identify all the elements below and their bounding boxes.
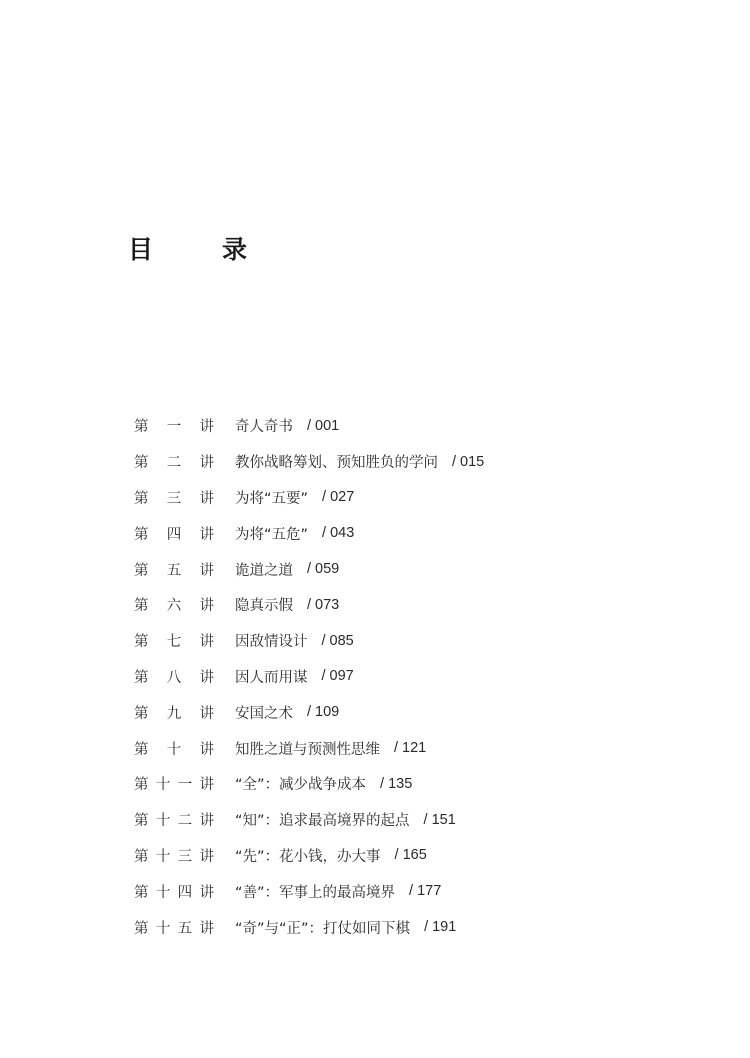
chapter-title: “奇”与“正”：打仗如同下棋 xyxy=(235,920,411,937)
toc-entry[interactable] xyxy=(134,838,484,874)
chapter-title: “全”：减少战争成本 xyxy=(235,777,367,794)
chapter-title: 为将“五危” xyxy=(235,526,309,543)
chapter-title: 奇人奇书 xyxy=(235,419,293,436)
page-number: / 151 xyxy=(423,811,456,828)
chapter-title: 诡道之道 xyxy=(235,562,293,579)
page-number: / 109 xyxy=(307,704,340,721)
toc-entry[interactable] xyxy=(134,766,484,802)
toc-entry[interactable] xyxy=(134,694,484,730)
page-number: / 015 xyxy=(452,453,485,470)
chapter-number: 第 四 讲 xyxy=(134,526,214,543)
chapter-title: 安国之术 xyxy=(235,705,293,722)
chapter-number: 第 一 讲 xyxy=(134,419,214,436)
chapter-number: 第 八 讲 xyxy=(134,669,214,686)
chapter-number: 第 六 讲 xyxy=(134,598,214,615)
toc-entry[interactable] xyxy=(134,802,484,838)
page-number: / 135 xyxy=(380,775,413,792)
chapter-number: 第 十 二 讲 xyxy=(134,813,214,830)
page-number: / 001 xyxy=(307,417,340,434)
toc-entry[interactable] xyxy=(134,408,484,444)
page-number: / 043 xyxy=(322,525,355,542)
toc-entry[interactable] xyxy=(134,587,484,623)
chapter-number: 第 十 三 讲 xyxy=(134,848,214,865)
chapter-title: “知”：追求最高境界的起点 xyxy=(235,813,410,830)
chapter-title: 教你战略筹划、预知胜负的学问 xyxy=(235,455,438,472)
chapter-title: 为将“五要” xyxy=(235,490,309,507)
chapter-number: 第 五 讲 xyxy=(134,562,214,579)
page-number: / 085 xyxy=(321,632,354,649)
page-number: / 097 xyxy=(321,668,354,685)
toc-entry[interactable] xyxy=(134,873,484,909)
page-number: / 027 xyxy=(322,489,355,506)
chapter-number: 第 十 讲 xyxy=(134,741,214,758)
toc-entry[interactable] xyxy=(134,444,484,480)
toc-entry[interactable] xyxy=(134,659,484,695)
chapter-title: 隐真示假 xyxy=(235,598,293,615)
chapter-number: 第 十 四 讲 xyxy=(134,884,214,901)
page-number: / 121 xyxy=(394,740,427,757)
toc-entry[interactable] xyxy=(134,909,484,945)
page-number: / 165 xyxy=(394,847,427,864)
toc-entry[interactable] xyxy=(134,551,484,587)
toc-list xyxy=(134,408,484,945)
chapter-number: 第 三 讲 xyxy=(134,490,214,507)
page-number: / 073 xyxy=(307,596,340,613)
page-number: / 177 xyxy=(409,883,442,900)
chapter-title: 因人而用谋 xyxy=(235,669,308,686)
chapter-title: 因敌情设计 xyxy=(235,634,308,651)
chapter-number: 第 九 讲 xyxy=(134,705,214,722)
toc-entry[interactable] xyxy=(134,623,484,659)
page-number: / 191 xyxy=(424,919,457,936)
chapter-number: 第 二 讲 xyxy=(134,455,214,472)
page-number: / 059 xyxy=(307,561,340,578)
chapter-title: “善”：军事上的最高境界 xyxy=(235,884,396,901)
chapter-number: 第 十 五 讲 xyxy=(134,920,214,937)
toc-entry[interactable] xyxy=(134,515,484,551)
chapter-number: 第 十 一 讲 xyxy=(134,777,214,794)
chapter-title: “先”：花小钱，办大事 xyxy=(235,848,381,865)
chapter-number: 第 七 讲 xyxy=(134,634,214,651)
chapter-title: 知胜之道与预测性思维 xyxy=(235,741,380,758)
toc-entry[interactable] xyxy=(134,730,484,766)
toc-heading: 目 录 xyxy=(128,235,270,264)
toc-entry[interactable] xyxy=(134,480,484,516)
